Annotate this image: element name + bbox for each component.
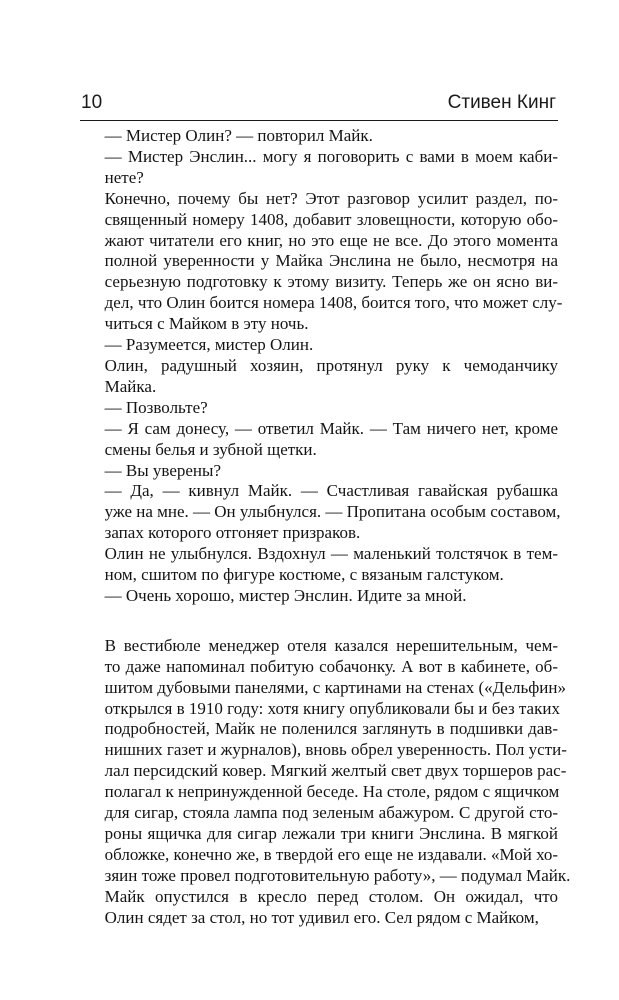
text-line: запах которого отгоняет призраков.: [104, 523, 361, 543]
paragraph: [80, 544, 558, 586]
paragraph: [80, 335, 558, 356]
section-break: [80, 607, 558, 636]
text-line: то даже напоминал побитую собачонку. А вот в кабинете, об-: [104, 656, 558, 676]
paragraph: [80, 461, 558, 482]
text-line: — Разумеется, мистер Олин.: [104, 335, 314, 355]
text-line: — Мистер Энслин... могу я поговорить с вами в моем каби-: [104, 146, 558, 166]
running-header: [80, 90, 558, 121]
text-line: Олин, радушный хозяин, протянул руку к чемоданчику: [104, 355, 558, 375]
text-line: читься с Майком в эту ночь.: [104, 314, 309, 334]
text-line: зяин тоже провел подготовительную работу», — подумал Майк.: [104, 865, 571, 885]
text-line: священный номеру 1408, добавит зловещности, которую обо-: [104, 209, 558, 229]
text-line: полной уверенности у Майка Энслина не было, несмотря на: [104, 251, 558, 271]
text-line: — Мистер Олин? — повторил Майк.: [104, 126, 373, 145]
body-text: [80, 126, 571, 929]
text-line: ном, сшитом по фигуре костюме, с вязаным галстуком.: [104, 565, 504, 585]
text-line: — Да, — кивнул Майк. — Счастливая гавайская рубашка: [104, 481, 558, 501]
text-line: — Очень хорошо, мистер Энслин. Идите за мной.: [104, 585, 467, 605]
text-line: Олин сядет за стол, но тот удивил его. Сел рядом с Майком,: [104, 907, 539, 927]
paragraph: [80, 586, 558, 607]
text-line: жают читатели его книг, но это еще не все. До этого момента: [104, 230, 558, 250]
paragraph: [80, 147, 558, 189]
paragraph: [80, 481, 561, 544]
text-line: шитом дубовыми панелями, с картинами на стенах («Дельфин»: [104, 677, 566, 697]
text-line: — Позвольте?: [104, 397, 208, 417]
text-line: Конечно, почему бы нет? Этот разговор усилит раздел, по-: [104, 188, 558, 208]
paragraph: [80, 398, 558, 419]
paragraph: [80, 188, 563, 335]
text-line: Олин не улыбнулся. Вздохнул — маленький толстячок в тем-: [104, 544, 558, 564]
text-line: открылся в 1910 году: хотя книгу опубликовали бы и без таких: [104, 698, 560, 718]
text-line: нете?: [104, 167, 144, 187]
page-number: 10: [81, 92, 103, 113]
text-line: полагал к непринужденной беседе. На столе, рядом с ящичком: [104, 782, 560, 802]
text-section-2: [80, 635, 571, 929]
text-line: — Вы уверены?: [104, 460, 221, 480]
text-line: Майк опустился в кресло перед столом. Он ожидал, что: [104, 886, 558, 906]
paragraph: [80, 356, 558, 398]
text-line: роны ящичка для сигар лежали три книги Энслина. В мягкой: [104, 824, 558, 843]
text-line: серьезную подготовку к этому визиту. Теперь же он ясно ви-: [104, 272, 558, 292]
paragraph: [80, 887, 558, 929]
paragraph: [80, 635, 571, 887]
text-section-1: [80, 126, 563, 607]
text-line: нишних газет и журналов), вновь обрел уверенность. Пол усти-: [104, 740, 567, 760]
text-line: для сигар, стояла лампа под зеленым абажуром. С другой сто-: [104, 803, 558, 823]
text-line: — Я сам донесу, — ответил Майк. — Там ничего нет, кроме: [104, 418, 558, 438]
text-line: обложке, конечно же, в твердой его еще не издавали. «Мой хо-: [104, 844, 559, 864]
paragraph: [80, 419, 558, 461]
running-author: Стивен Кинг: [447, 92, 556, 113]
text-line: дел, что Олин боится номера 1408, боится того, что может слу-: [104, 293, 563, 313]
text-line: В вестибюле менеджер отеля казался нерешительным, чем-: [104, 635, 558, 655]
paragraph: [80, 126, 558, 147]
text-line: подробностей, Майк не поленился заглянуть в подшивки дав-: [104, 719, 558, 739]
text-line: смены белья и зубной щетки.: [104, 439, 317, 459]
text-line: Майка.: [104, 376, 157, 396]
text-line: уже на мне. — Он улыбнулся. — Пропитана особым составом,: [104, 502, 561, 522]
text-line: лал персидский ковер. Мягкий желтый свет двух торшеров рас-: [104, 761, 567, 781]
